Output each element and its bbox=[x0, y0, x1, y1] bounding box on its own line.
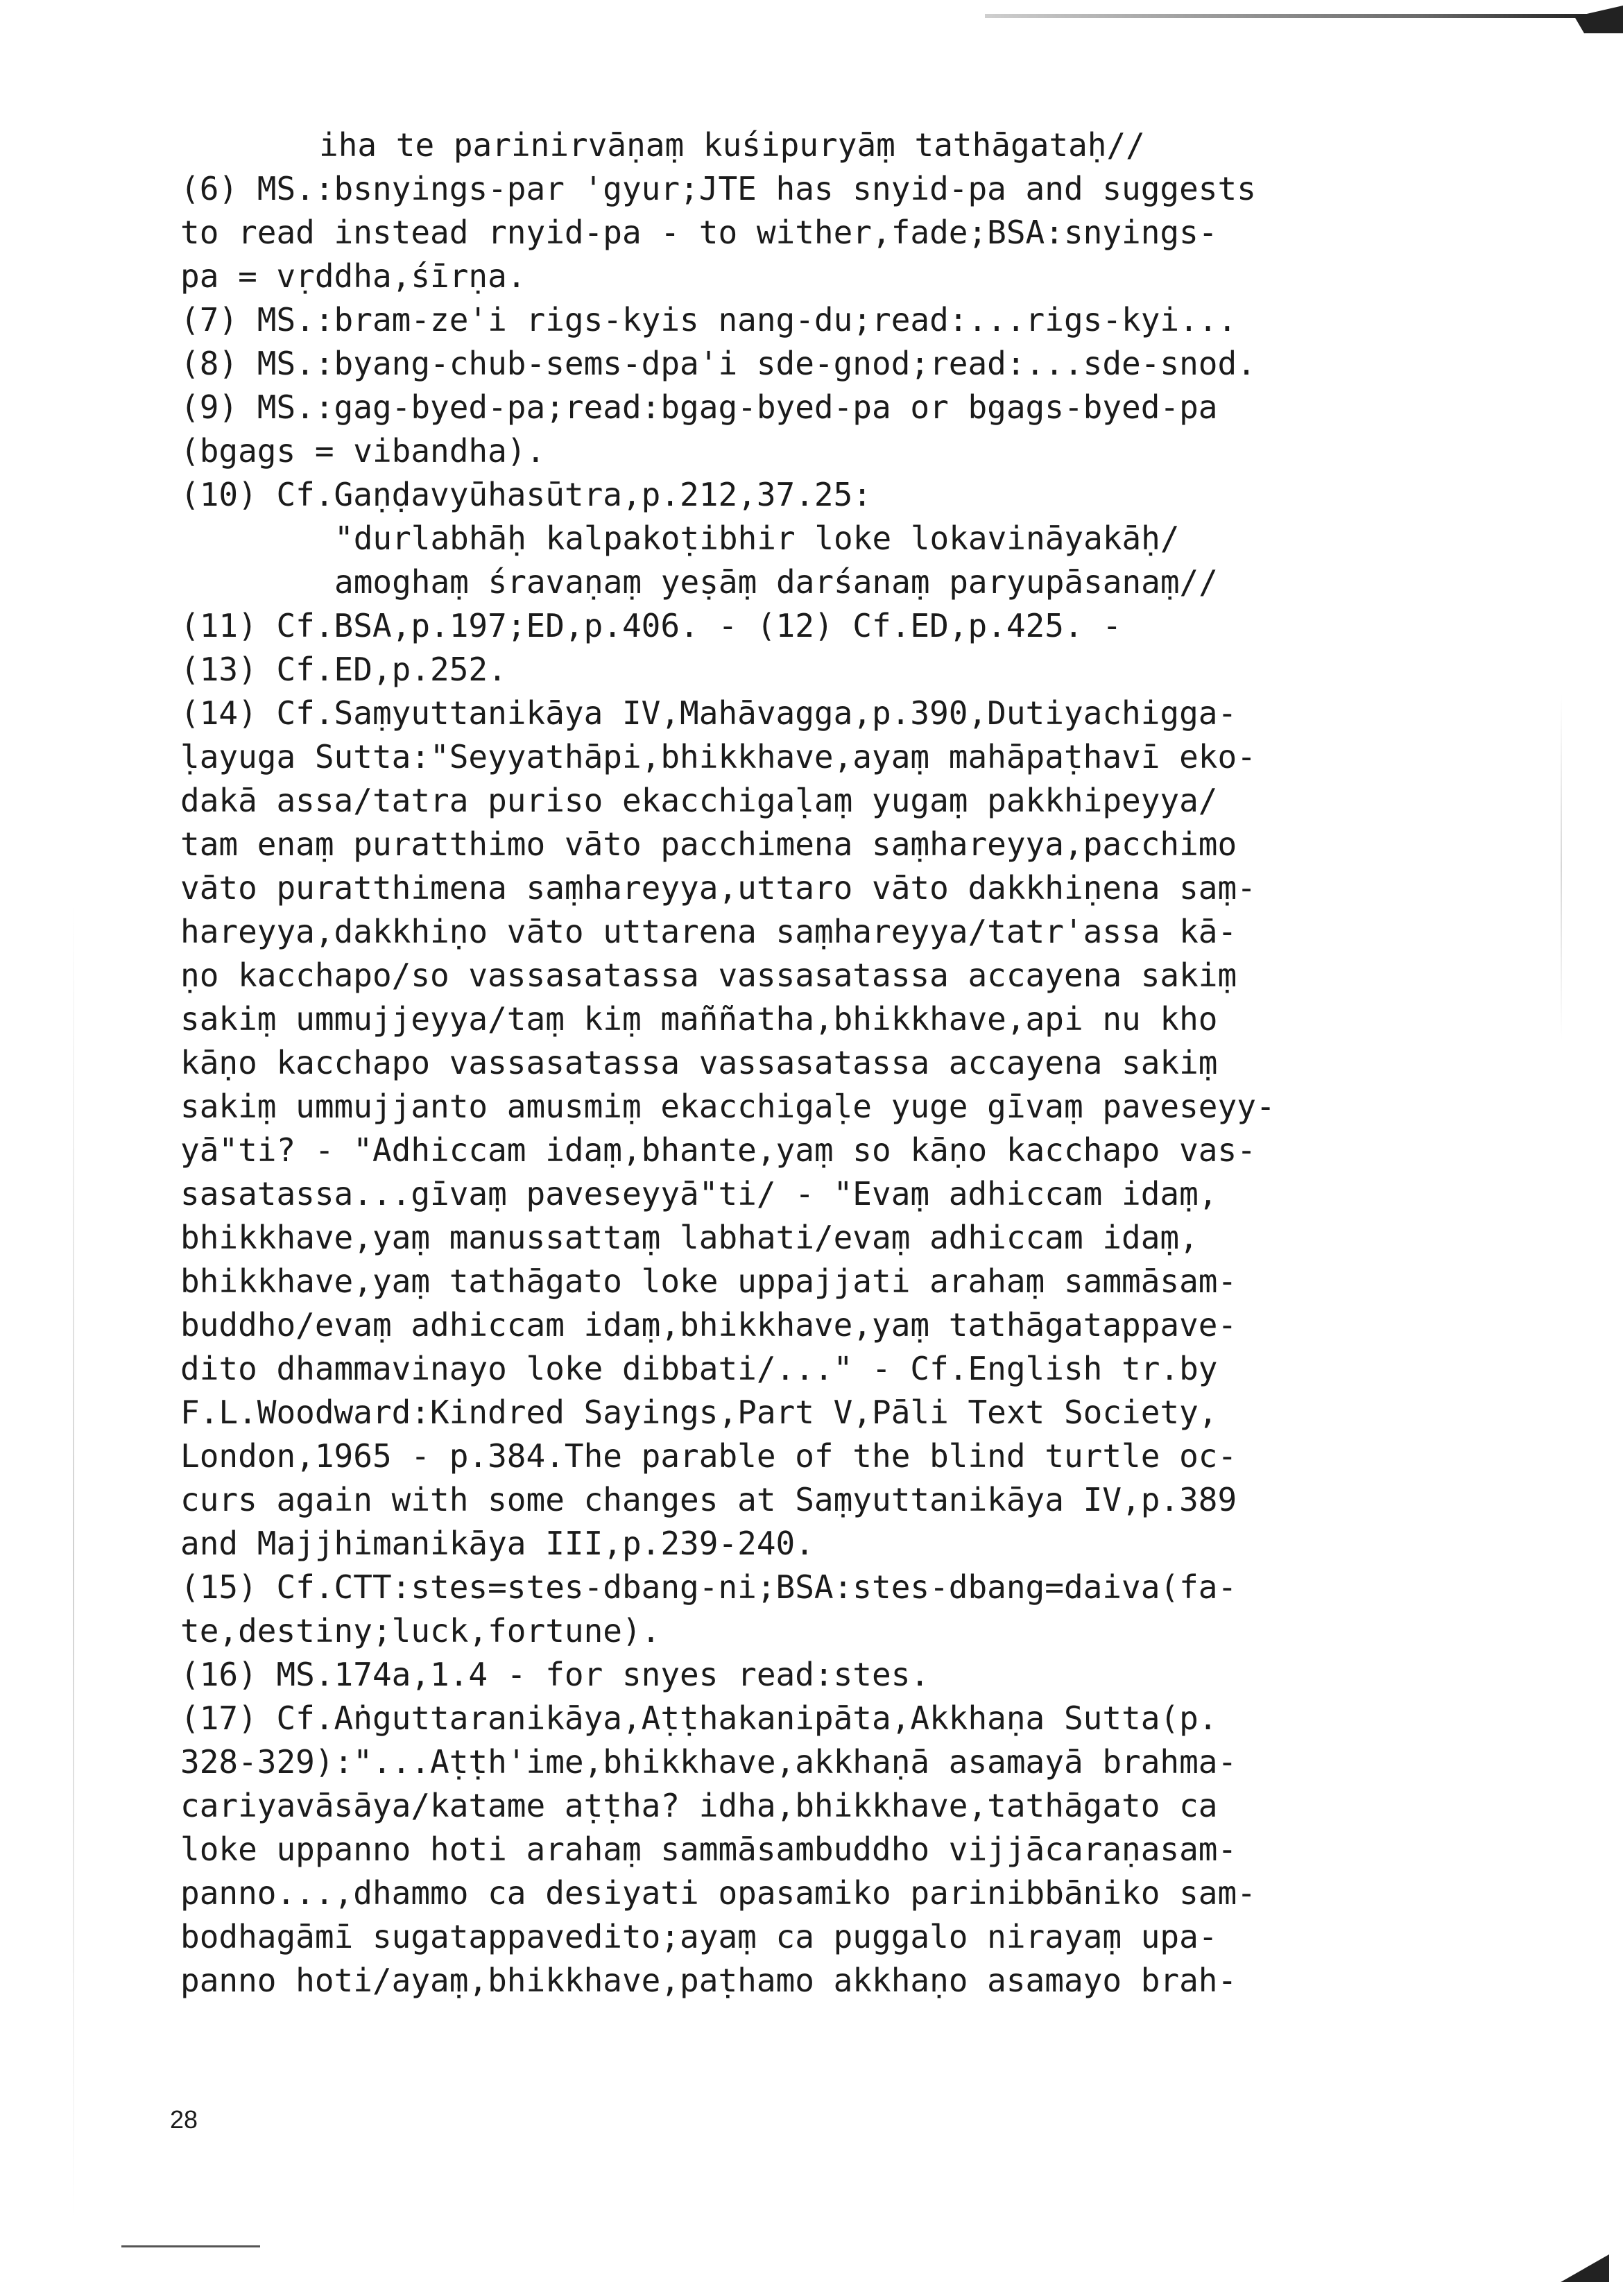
right-margin-line bbox=[1561, 694, 1562, 1040]
corner-mark-top bbox=[1574, 6, 1623, 33]
text-line: amoghaṃ śravaṇaṃ yeṣāṃ darśanaṃ paryupāsanaṃ// bbox=[334, 563, 1218, 601]
text-line: bhikkhave,yaṃ manussattaṃ labhati/evaṃ adhiccam idaṃ, bbox=[180, 1219, 1199, 1256]
text-line: 328-329):"...Aṭṭh'ime,bhikkhave,akkhaṇā asamayā brahma- bbox=[180, 1743, 1237, 1781]
page-number: 28 bbox=[170, 2105, 198, 2134]
text-line: (11) Cf.BSA,p.197;ED,p.406. - (12) Cf.ED,p.425. - bbox=[180, 607, 1122, 644]
text-line: and Majjhimanikāya III,p.239-240. bbox=[180, 1525, 814, 1562]
text-line: dakā assa/tatra puriso ekacchigaḷaṃ yugaṃ pakkhipeyya/ bbox=[180, 782, 1218, 819]
text-line: (6) MS.:bsnyings-par 'gyur;JTE has snyid-pa and suggests bbox=[180, 170, 1256, 207]
text-line: sakiṃ ummujjeyya/taṃ kiṃ maññatha,bhikkhave,api nu kho bbox=[180, 1000, 1218, 1038]
text-line: sakiṃ ummujjanto amusmiṃ ekacchigaḷe yuge gīvaṃ paveseyy- bbox=[180, 1088, 1276, 1125]
text-line: to read instead rnyid-pa - to wither,fade;BSA:snyings- bbox=[180, 214, 1218, 251]
text-line: (8) MS.:byang-chub-sems-dpa'i sde-gnod;read:...sde-snod. bbox=[180, 345, 1256, 382]
text-line: bodhagāmī sugatappavedito;ayaṃ ca puggalo nirayaṃ upa- bbox=[180, 1918, 1218, 1955]
text-line: (13) Cf.ED,p.252. bbox=[180, 651, 507, 688]
text-line: buddho/evaṃ adhiccam idaṃ,bhikkhave,yaṃ tathāgatappave- bbox=[180, 1306, 1237, 1344]
text-line: (14) Cf.Saṃyuttanikāya IV,Mahāvagga,p.390,Dutiyachigga- bbox=[180, 694, 1237, 732]
scan-edge-top bbox=[985, 14, 1609, 18]
text-line: vāto puratthimena saṃhareyya,uttaro vāto dakkhiṇena saṃ- bbox=[180, 869, 1256, 907]
text-line: (16) MS.174a,1.4 - for snyes read:stes. bbox=[180, 1656, 930, 1693]
text-line: loke uppanno hoti arahaṃ sammāsambuddho vijjācaraṇasam- bbox=[180, 1831, 1237, 1868]
text-line: hareyya,dakkhiṇo vāto uttarena saṃhareyya/tatr'assa kā- bbox=[180, 913, 1237, 950]
text-line: pa = vṛddha,śīrṇa. bbox=[180, 257, 526, 295]
text-line: kāṇo kacchapo vassasatassa vassasatassa accayena sakiṃ bbox=[180, 1044, 1218, 1081]
text-line: London,1965 - p.384.The parable of the blind turtle oc- bbox=[180, 1437, 1237, 1475]
text-line: F.L.Woodward:Kindred Sayings,Part V,Pāli Text Society, bbox=[180, 1394, 1218, 1431]
text-line: curs again with some changes at Saṃyuttanikāya IV,p.389 bbox=[180, 1481, 1237, 1518]
text-line: ḷayuga Sutta:"Seyyathāpi,bhikkhave,ayaṃ mahāpaṭhavī eko- bbox=[180, 738, 1256, 776]
bottom-rule bbox=[121, 2245, 260, 2247]
text-line: sasatassa...gīvaṃ paveseyyā"ti/ - "Evaṃ adhiccam idaṃ, bbox=[180, 1175, 1218, 1213]
text-line: bhikkhave,yaṃ tathāgato loke uppajjati arahaṃ sammāsam- bbox=[180, 1262, 1237, 1300]
text-line: (bgags = vibandha). bbox=[180, 432, 546, 470]
text-line: tam enaṃ puratthimo vāto pacchimena saṃhareyya,pacchimo bbox=[180, 825, 1237, 863]
text-line: ṇo kacchapo/so vassasatassa vassasatassa accayena sakiṃ bbox=[180, 957, 1237, 994]
text-line: panno hoti/ayaṃ,bhikkhave,paṭhamo akkhaṇo asamayo brah- bbox=[180, 1962, 1237, 1999]
text-line: te,destiny;luck,fortune). bbox=[180, 1612, 661, 1650]
footnotes-text-block bbox=[180, 123, 1498, 2003]
left-margin-line bbox=[73, 902, 74, 2220]
text-line: (9) MS.:gag-byed-pa;read:bgag-byed-pa or bgags-byed-pa bbox=[180, 388, 1218, 426]
text-line: (7) MS.:bram-ze'i rigs-kyis nang-du;read:...rigs-kyi... bbox=[180, 301, 1237, 339]
text-line: cariyavāsāya/katame aṭṭha? idha,bhikkhave,tathāgato ca bbox=[180, 1787, 1218, 1824]
text-line: "durlabhāḥ kalpakoṭibhir loke lokavināyakāḥ/ bbox=[334, 520, 1180, 557]
text-line: yā"ti? - "Adhiccam idaṃ,bhante,yaṃ so kāṇo kacchapo vas- bbox=[180, 1131, 1256, 1169]
corner-mark-bottom bbox=[1561, 2254, 1609, 2282]
text-line: panno...,dhammo ca desiyati opasamiko parinibbāniko sam- bbox=[180, 1874, 1256, 1912]
text-line: (17) Cf.Aṅguttaranikāya,Aṭṭhakanipāta,Akkhaṇa Sutta(p. bbox=[180, 1699, 1218, 1737]
text-line: iha te parinirvāṇaṃ kuśipuryāṃ tathāgataḥ// bbox=[319, 126, 1145, 164]
text-line: (10) Cf.Gaṇḍavyūhasūtra,p.212,37.25: bbox=[180, 476, 872, 513]
text-line: dito dhammavinayo loke dibbati/..." - Cf.English tr.by bbox=[180, 1350, 1218, 1387]
text-line: (15) Cf.CTT:stes=stes-dbang-ni;BSA:stes-dbang=daiva(fa- bbox=[180, 1568, 1237, 1606]
